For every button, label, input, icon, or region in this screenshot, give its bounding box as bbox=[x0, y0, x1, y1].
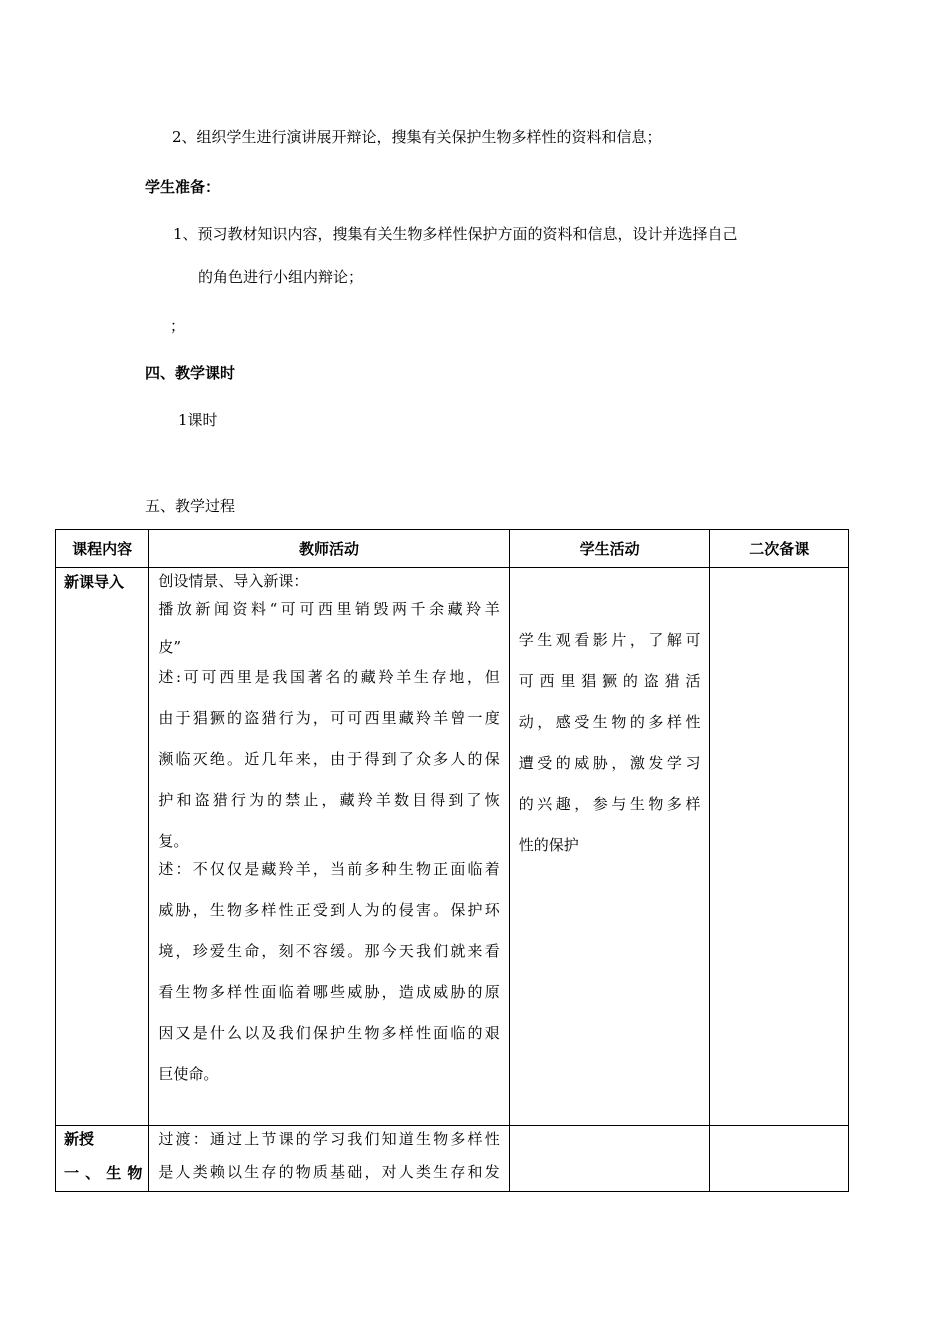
row-label-text: 新授 bbox=[64, 1130, 95, 1148]
teacher-line: 因又是什么以及我们保护生物多样性面临的艰 bbox=[158, 1024, 500, 1042]
teacher-line: 创设情景、导入新课： bbox=[158, 572, 309, 590]
teacher-activity-cell bbox=[149, 568, 509, 1126]
student-line: 学生观看影片，了解可 bbox=[518, 631, 701, 649]
student-prep-item-1-cont: 的角色进行小组内辩论； bbox=[198, 268, 364, 286]
teaching-process-table bbox=[55, 529, 849, 1192]
row-label-text: 一、生物 bbox=[64, 1164, 143, 1182]
teacher-line: 过渡：通过上节课的学习我们知道生物多样性 bbox=[158, 1130, 500, 1148]
teacher-line: 威胁，生物多样性正受到人为的侵害。保护环 bbox=[158, 901, 500, 919]
student-prep-heading: 学生准备： bbox=[145, 178, 221, 196]
second-prep-cell bbox=[710, 1126, 849, 1192]
row-label-new-lesson bbox=[56, 1126, 149, 1192]
student-activity-cell bbox=[509, 568, 710, 1126]
teacher-line: 述：不仅仅是藏羚羊，当前多种生物正面临着 bbox=[158, 860, 500, 878]
teacher-line: 由于猖獗的盗猎行为，可可西里藏羚羊曾一度 bbox=[158, 709, 500, 727]
stray-semicolon: ； bbox=[170, 317, 186, 335]
student-activity-cell bbox=[509, 1126, 710, 1192]
section-4-heading: 四、教学课时 bbox=[145, 364, 236, 382]
student-line: 遭受的威胁，激发学习 bbox=[518, 754, 701, 772]
teacher-line: 濒临灭绝。近几年来，由于得到了众多人的保 bbox=[158, 750, 500, 768]
table-row bbox=[56, 568, 849, 1126]
header-teacher-activity: 教师活动 bbox=[149, 530, 509, 568]
second-prep-cell bbox=[710, 568, 849, 1126]
teacher-line: 播放新闻资料“可可西里销毁两千余藏羚羊 bbox=[158, 600, 500, 618]
student-line: 动，感受生物的多样性 bbox=[518, 713, 701, 731]
teacher-line: 是人类赖以生存的物质基础，对人类生存和发 bbox=[158, 1163, 500, 1181]
teacher-line: 述:可可西里是我国著名的藏羚羊生存地，但 bbox=[158, 668, 500, 686]
row-label-intro bbox=[56, 568, 149, 1126]
student-line: 性的保护 bbox=[518, 836, 579, 854]
student-line: 的兴趣，参与生物多样 bbox=[518, 795, 701, 813]
header-second-prep: 二次备课 bbox=[710, 530, 849, 568]
section-5-heading: 五、教学过程 bbox=[145, 497, 236, 515]
row-label-text: 新课导入 bbox=[64, 573, 125, 591]
table-row bbox=[56, 1126, 849, 1192]
teacher-line: 护和盗猎行为的禁止，藏羚羊数目得到了恢 bbox=[158, 791, 500, 809]
section-4-value: 1课时 bbox=[178, 411, 218, 429]
preparation-item-2: 2、组织学生进行演讲展开辩论，搜集有关保护生物多样性的资料和信息； bbox=[172, 128, 662, 146]
teacher-activity-cell bbox=[149, 1126, 509, 1192]
header-student-activity: 学生活动 bbox=[509, 530, 710, 568]
teacher-line: 境，珍爱生命，刻不容缓。那今天我们就来看 bbox=[158, 942, 500, 960]
teacher-line: 复。 bbox=[158, 832, 189, 850]
teacher-line: 巨使命。 bbox=[158, 1065, 219, 1083]
teacher-line: 看生物多样性面临着哪些威胁，造成威胁的原 bbox=[158, 983, 500, 1001]
student-prep-item-1: 1、预习教材知识内容，搜集有关生物多样性保护方面的资料和信息，设计并选择自己 bbox=[173, 225, 738, 243]
student-line: 可西里猖獗的盗猎活 bbox=[518, 672, 701, 690]
table-header-row bbox=[56, 530, 849, 568]
header-course-content: 课程内容 bbox=[56, 530, 149, 568]
teacher-line: 皮” bbox=[158, 638, 182, 656]
